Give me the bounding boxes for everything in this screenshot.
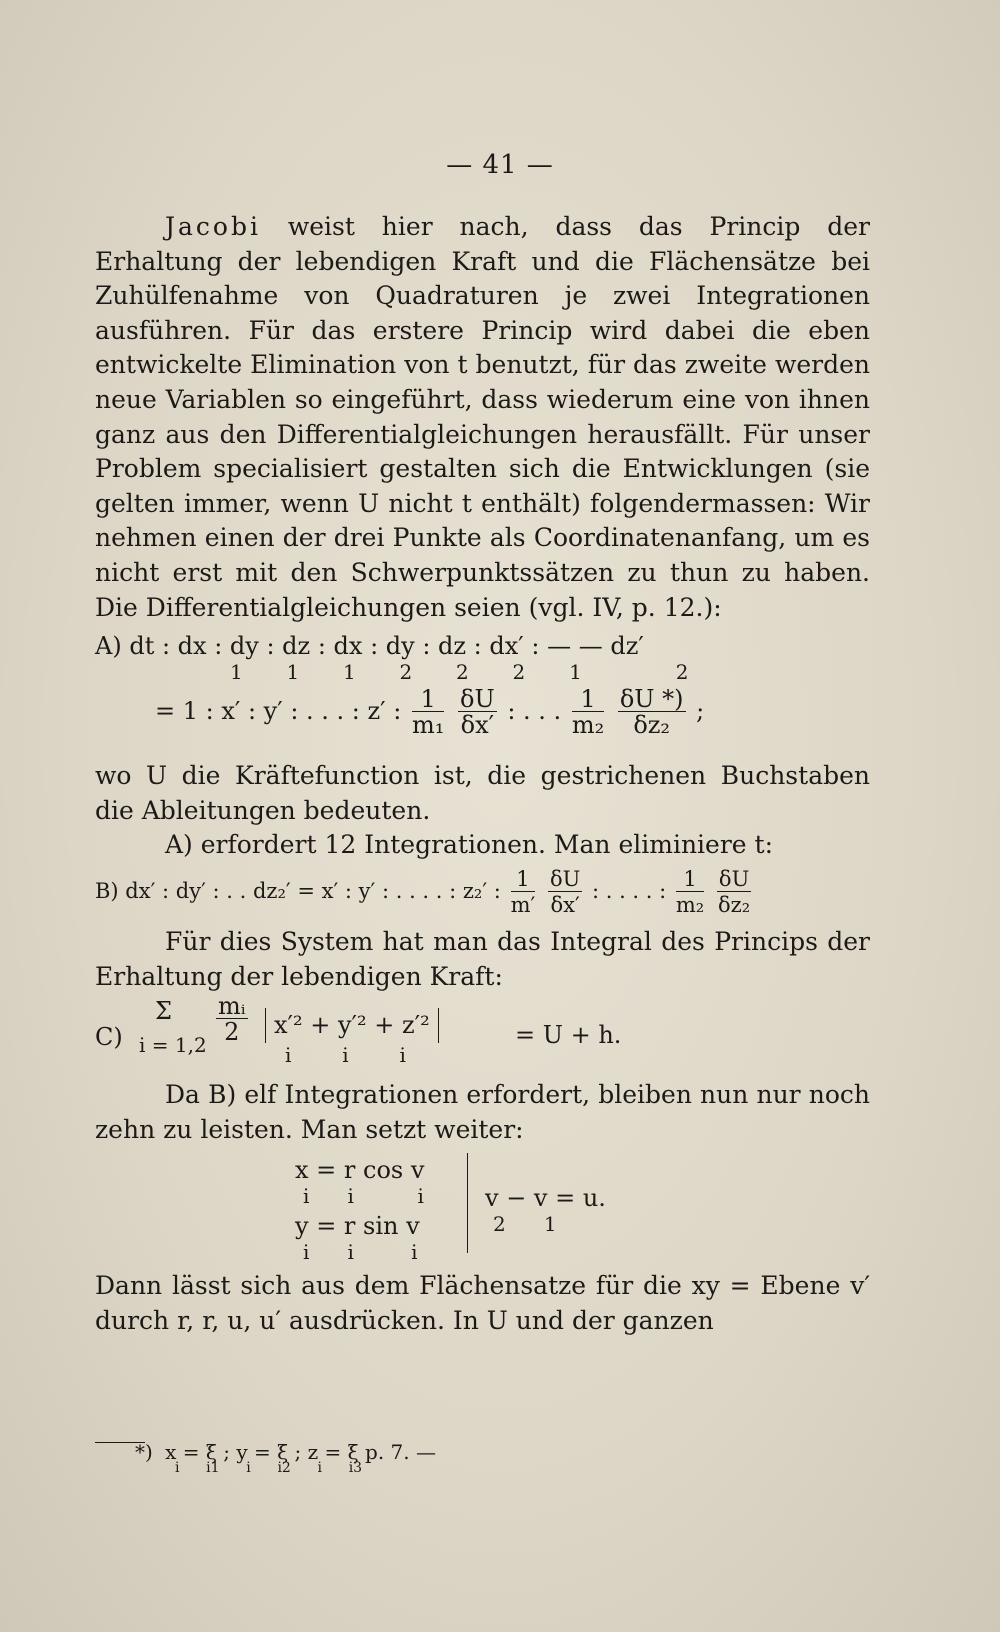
substitution-line-1: x = r cos v xyxy=(295,1156,425,1185)
paragraph-4: Für dies System hat man das Integral des Princips der Erhaltung der lebendigen Kraft: xyxy=(95,926,870,991)
equation-a-frac-3: $\frac{1}{\text{m₂}}$ xyxy=(571,685,605,740)
equation-c-range: i = 1,2 xyxy=(139,1033,207,1058)
equation-a-line-1-subscripts: 1 1 1 2 2 2 1 2 xyxy=(230,660,691,685)
substitution-line-2-subscripts: i i i xyxy=(303,1240,418,1265)
equation-c-body: x′² + y′² + z′² xyxy=(265,1008,439,1043)
footnote-subscripts: i i1 i i2 i i3 xyxy=(175,1460,363,1476)
footnote-marker: *) xyxy=(135,1440,153,1464)
equation-substitution xyxy=(95,1147,870,1269)
equation-b-frac-1: $\frac{1}{m'}$ xyxy=(510,866,536,917)
equation-b-line xyxy=(95,867,754,918)
equation-b-frac-3: $\frac{1}{\text{m₂}}$ xyxy=(675,866,705,917)
equation-a-frac-4: $\frac{\delta U *)}{\text{δz₂}}$ xyxy=(619,685,684,740)
paragraph-5: Da B) elf Integrationen erfordert, bleiben nun nur noch zehn zu leisten. Man setzt weiter: xyxy=(95,1080,870,1144)
equation-a-line-1: A) dt : dx : dy : dz : dx : dy : dz : dx′ : — — dz′ xyxy=(95,632,644,661)
page-number: — 41 — xyxy=(446,150,554,180)
equation-b-mid: : . . . . : xyxy=(591,878,667,903)
substitution-right-subscripts: 2 1 xyxy=(493,1212,557,1237)
paragraph-3: A) erfordert 12 Integrationen. Man eliminiere t: xyxy=(165,830,774,860)
paragraph-1 xyxy=(95,210,870,625)
equation-a-line-2-text: = 1 : x′ : y′ : . . . : z′ : xyxy=(155,697,409,726)
equation-a xyxy=(95,625,870,759)
equation-b-text: B) dx′ : dy′ : . . dz₂′ = x′ : y′ : . . . . : z₂′ : xyxy=(95,878,501,903)
equation-c-sum: Σ xyxy=(155,997,172,1026)
paragraph-2: wo U die Kräftefunction ist, die gestrichenen Buchstaben die Ableitungen bedeuten. xyxy=(95,761,870,825)
equation-c-rhs: = U + h. xyxy=(515,1021,622,1050)
footnote xyxy=(95,1440,870,1476)
substitution-line-1-subscripts: i i i xyxy=(303,1184,424,1209)
footnote-text: x = ξ ; y = ξ ; z = ξ p. 7. — xyxy=(165,1440,436,1464)
substitution-line-2: y = r sin v xyxy=(295,1212,420,1241)
equation-c-frac: $\frac{\text{mᵢ}}{2}$ xyxy=(218,992,246,1047)
equation-c xyxy=(95,994,870,1078)
substitution-right: v − v = u. xyxy=(485,1184,606,1213)
equation-b-frac-4: $\frac{\delta U}{\text{δz₂}}$ xyxy=(718,866,751,917)
equation-c-label: C) xyxy=(95,1023,123,1052)
equation-a-end: ; xyxy=(696,697,705,726)
system-brace xyxy=(467,1153,468,1253)
equation-a-frac-1: $\frac{1}{\text{m₁}}$ xyxy=(411,685,445,740)
equation-a-frac-2: $\frac{\delta U}{\delta x'}$ xyxy=(460,685,495,740)
paragraph-6: Dann lässt sich aus dem Flächensatze für die xy = Ebene v′ durch r, r, u, u′ ausdrücken. In U und der ganzen xyxy=(95,1271,870,1335)
equation-a-line-2 xyxy=(155,687,704,738)
body-text xyxy=(95,210,870,1338)
equation-c-subscripts: i i i xyxy=(285,1043,406,1068)
equation-b-frac-2: $\frac{\delta U}{\delta x'}$ xyxy=(549,866,581,917)
equation-b xyxy=(95,863,870,925)
equation-a-line-2-tail: : . . . xyxy=(507,697,562,726)
paragraph-1-text: weist hier nach, dass das Princip der Erhaltung der lebendigen Kraft und die Flächensätze bei Zuhülfenahme von Quadraturen je zwei Integrationen ausführen. Für das erstere Princip wird dabei die eben entwickelte Elimination von t benutzt, für das zweite werden neue Variablen so eingeführt, dass wiederum eine von ihnen ganz aus den Differentialgleichungen herausfällt. Für unser Problem specialisiert gestalten sich die Entwicklungen (sie gelten immer, wenn U nicht t enthält) folgendermassen: Wir nehmen einen der drei Punkte als Coordinatenanfang, um es nicht erst mit den Schwerpunktssätzen zu thun zu haben. Die Differentialgleichungen seien (vgl. IV, p. 12.): xyxy=(95,212,870,622)
author-name: Jacobi xyxy=(165,212,261,241)
